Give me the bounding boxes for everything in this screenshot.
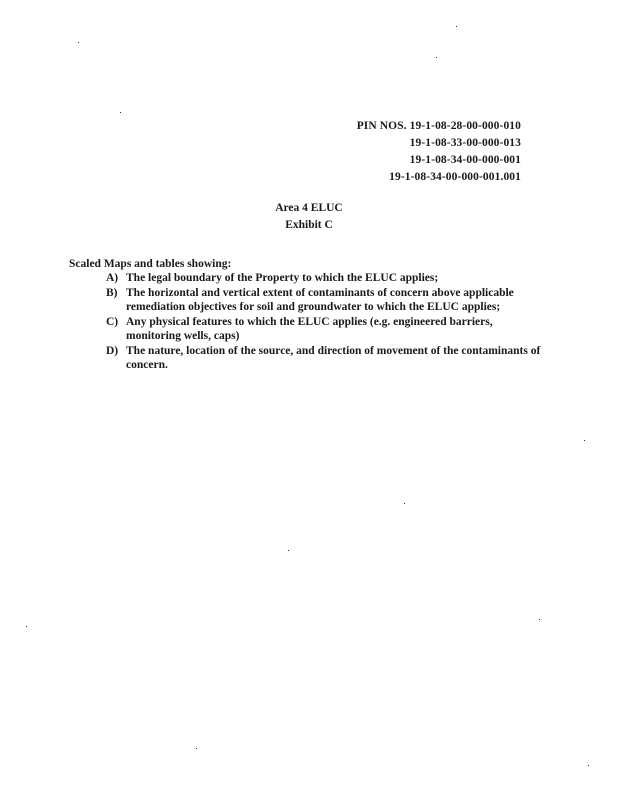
pin-number-line: 19-1-08-34-00-000-001 (409, 154, 521, 166)
title-exhibit: Exhibit C (285, 219, 333, 231)
list-item (106, 344, 546, 372)
scan-speck (26, 626, 27, 627)
pin-number-line: 19-1-08-33-00-000-013 (409, 137, 521, 149)
list-marker: A) (106, 272, 119, 284)
list-item (106, 315, 546, 343)
title-area: Area 4 ELUC (275, 202, 343, 214)
list-marker: C) (106, 316, 119, 328)
list-item-text: Any physical features to which the ELUC applies (e.g. engineered barriers, monitoring wells, caps) (126, 316, 493, 342)
list-item-text: The horizontal and vertical extent of contaminants of concern above applicable remediation objectives for soil and groundwater to which the ELUC applies; (126, 287, 514, 313)
list-marker: D) (106, 345, 119, 357)
list-item-text: The legal boundary of the Property to which the ELUC applies; (126, 272, 439, 284)
pin-numbers-block (357, 118, 521, 186)
scan-speck (196, 748, 197, 749)
intro-text: Scaled Maps and tables showing: (69, 258, 232, 270)
scan-speck (288, 550, 289, 551)
list-item-text: The nature, location of the source, and direction of movement of the contaminants of concern. (126, 345, 541, 371)
list-item (106, 286, 546, 314)
scan-speck (436, 57, 437, 58)
scan-speck (539, 619, 540, 620)
document-title (0, 200, 618, 234)
scan-speck (120, 112, 121, 113)
list-marker: B) (106, 287, 118, 299)
pin-number-line: 19-1-08-34-00-000-001.001 (389, 171, 521, 183)
list-item (106, 271, 546, 285)
requirements-list (106, 271, 546, 373)
scan-speck (404, 503, 405, 504)
pin-number-line: PIN NOS. 19-1-08-28-00-000-010 (356, 120, 521, 132)
scan-speck (584, 440, 585, 441)
scan-speck (588, 765, 589, 766)
scan-speck (78, 42, 79, 43)
scan-speck (456, 26, 457, 27)
